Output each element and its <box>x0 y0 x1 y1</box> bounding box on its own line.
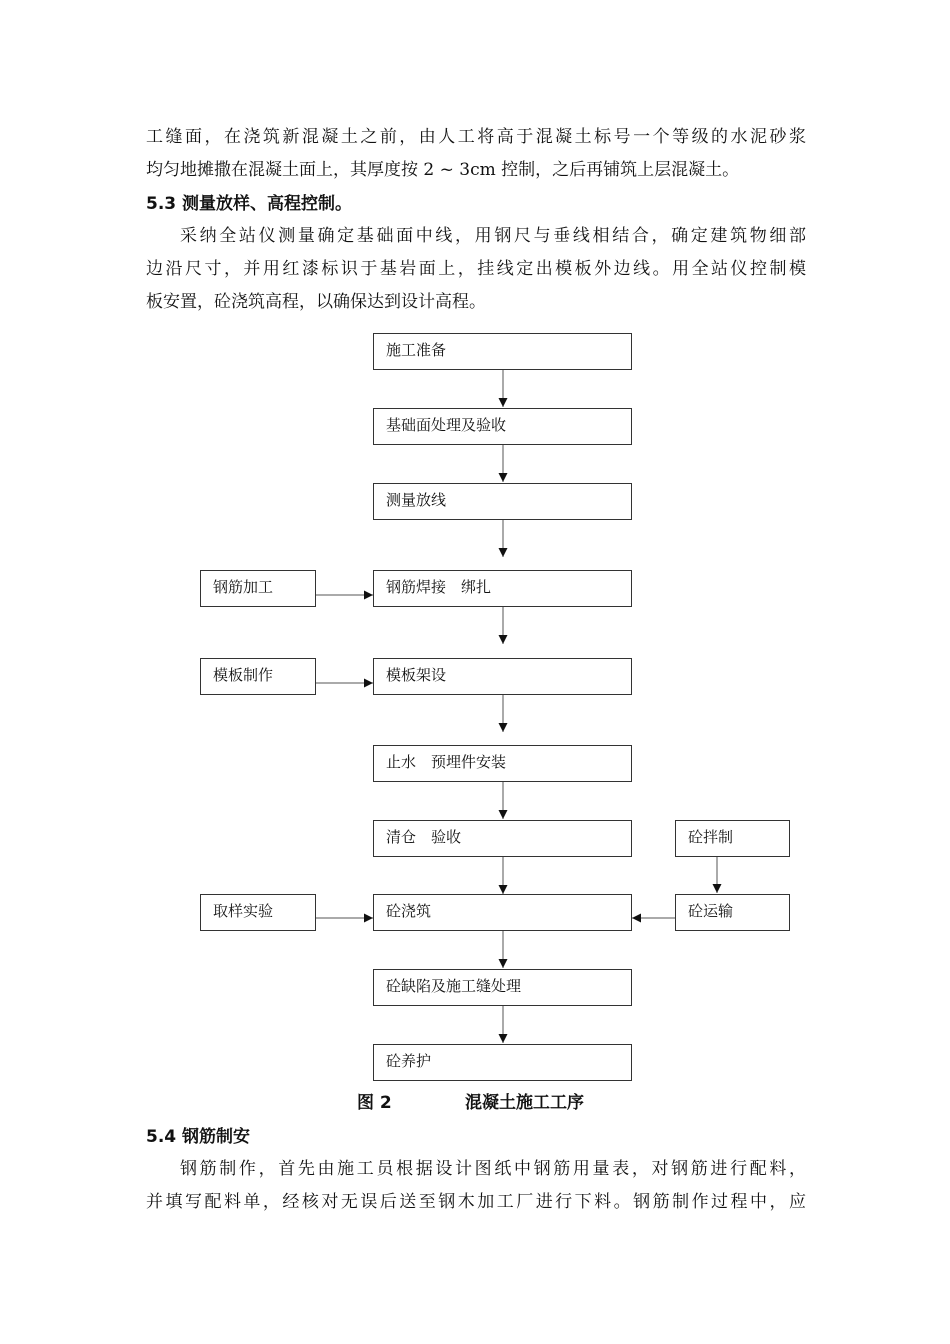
flow-step-construction-prep: 施工准备 <box>373 333 632 370</box>
figure-caption-number: 图 2 <box>357 1093 392 1113</box>
flow-step-formwork-erection: 模板架设 <box>373 658 632 695</box>
body-text-line: 钢筋制作，首先由施工员根据设计图纸中钢筋用量表，对钢筋进行配料， <box>180 1159 806 1179</box>
flow-step-defect-joint-treatment: 砼缺陷及施工缝处理 <box>373 969 632 1006</box>
flow-step-cleaning-inspection: 清仓 验收 <box>373 820 632 857</box>
flow-input-concrete-mixing: 砼拌制 <box>675 820 790 857</box>
body-text-line: 均匀地摊撒在混凝土面上，其厚度按 2 ~ 3cm 控制，之后再铺筑上层混凝土。 <box>146 160 740 180</box>
flow-input-sampling-test: 取样实验 <box>200 894 316 931</box>
body-text-line: 板安置，砼浇筑高程，以确保达到设计高程。 <box>146 292 486 312</box>
flow-step-concrete-curing: 砼养护 <box>373 1044 632 1081</box>
section-heading-5-3: 5.3 测量放样、高程控制。 <box>146 194 353 214</box>
flow-step-survey-layout: 测量放线 <box>373 483 632 520</box>
body-text-line: 工缝面，在浇筑新混凝土之前，由人工将高于混凝土标号一个等级的水泥砂浆 <box>146 127 806 147</box>
flow-input-formwork-making: 模板制作 <box>200 658 316 695</box>
figure-caption-title: 混凝土施工工序 <box>465 1093 584 1113</box>
body-text-line: 采纳全站仪测量确定基础面中线，用钢尺与垂线相结合，确定建筑物细部 <box>180 226 806 246</box>
body-text-line: 边沿尺寸，并用红漆标识于基岩面上，挂线定出模板外边线。用全站仪控制模 <box>146 259 806 279</box>
flow-input-rebar-processing: 钢筋加工 <box>200 570 316 607</box>
flow-step-concrete-pouring: 砼浇筑 <box>373 894 632 931</box>
flow-step-foundation-treatment: 基础面处理及验收 <box>373 408 632 445</box>
flow-input-concrete-transport: 砼运输 <box>675 894 790 931</box>
section-heading-5-4: 5.4 钢筋制安 <box>146 1127 251 1147</box>
flow-step-rebar-welding: 钢筋焊接 绑扎 <box>373 570 632 607</box>
body-text-line: 并填写配料单，经核对无误后送至钢木加工厂进行下料。钢筋制作过程中，应 <box>146 1192 806 1212</box>
flow-step-waterstop-embedded: 止水 预埋件安装 <box>373 745 632 782</box>
